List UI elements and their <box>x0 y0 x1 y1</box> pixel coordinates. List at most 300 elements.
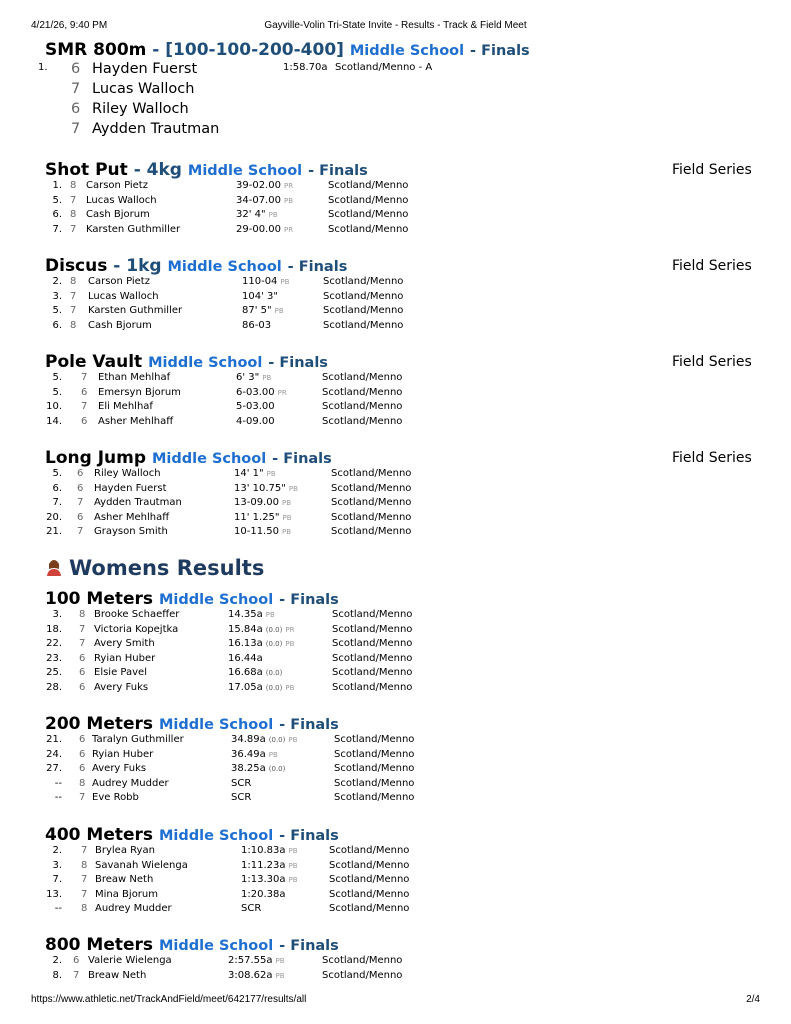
athlete-name[interactable]: Karsten Guthmiller <box>88 305 183 317</box>
athlete-name[interactable]: Lucas Walloch <box>86 194 157 206</box>
result-place: 18. <box>46 623 62 635</box>
pb-badge: PB <box>268 211 278 220</box>
athlete-name[interactable]: Ethan Mehlhaf <box>98 372 171 383</box>
result-grade: 8 <box>70 180 77 191</box>
result-place: 5. <box>52 305 62 317</box>
result-mark[interactable]: 29-00.00 <box>236 223 281 235</box>
event-title[interactable] <box>45 935 339 955</box>
result-row <box>0 497 791 511</box>
result-place: 6. <box>52 482 62 494</box>
team-name[interactable]: Scotland/Menno <box>329 903 410 915</box>
result-grade: 8 <box>70 276 77 287</box>
result-row <box>0 387 791 401</box>
pb-badge: PB <box>268 750 278 759</box>
wind-reading: (0.0) <box>268 736 286 744</box>
result-grade: 6 <box>77 511 84 523</box>
result-place: 25. <box>46 667 62 679</box>
team-name[interactable]: Scotland/Menno <box>332 652 413 664</box>
result-mark[interactable]: 15.84a <box>228 623 263 635</box>
result-row <box>0 970 791 984</box>
team-name[interactable]: Scotland/Menno <box>334 777 415 789</box>
result-mark[interactable]: 10-11.50 <box>234 526 279 538</box>
result-mark[interactable]: 6-03.00 <box>236 386 275 398</box>
result-grade: 8 <box>70 319 77 331</box>
team-name[interactable]: Scotland/Menno <box>323 290 404 302</box>
result-row <box>0 749 791 763</box>
event-title[interactable] <box>45 352 328 372</box>
team-name[interactable]: Scotland/Menno <box>323 305 404 317</box>
result-grade: 7 <box>81 845 88 856</box>
athlete-name[interactable]: Asher Mehlhaff <box>94 511 170 523</box>
wind-reading: (0.0) <box>265 669 283 678</box>
result-mark-group <box>231 749 278 760</box>
team-name[interactable]: Scotland/Menno <box>329 874 410 886</box>
event-name: Pole Vault <box>45 352 143 372</box>
result-mark-group <box>234 512 292 523</box>
result-place: 20. <box>46 511 62 523</box>
result-mark-group <box>236 372 271 383</box>
pb-badge: PB <box>275 971 285 980</box>
result-place: 28. <box>46 682 62 693</box>
result-grade: 6 <box>79 652 86 664</box>
team-name[interactable]: Scotland/Menno <box>334 734 415 745</box>
result-row <box>0 874 791 888</box>
result-grade: 6 <box>79 763 86 775</box>
athlete-name[interactable]: Breaw Neth <box>95 874 154 886</box>
result-grade: 6 <box>79 667 86 679</box>
result-grade: 7 <box>79 638 86 650</box>
result-place: 1. <box>52 180 62 191</box>
team-name[interactable]: Scotland/Menno <box>328 180 409 191</box>
result-place: 2. <box>52 276 62 287</box>
pb-badge: PB <box>262 374 272 382</box>
athlete-name[interactable]: Aydden Trautman <box>94 497 182 509</box>
result-row <box>0 372 791 386</box>
result-place: 21. <box>46 734 62 745</box>
result-place: 5. <box>52 194 62 206</box>
result-grade: 6 <box>73 955 80 966</box>
pb-badge: PB <box>285 640 295 649</box>
team-name[interactable]: Scotland/Menno <box>323 276 404 287</box>
athlete-name[interactable]: Ryian Huber <box>92 748 154 760</box>
athlete-name[interactable]: Brooke Schaeffer <box>94 609 180 620</box>
event-stage: - Finals <box>279 592 339 608</box>
result-mark-group <box>242 320 271 331</box>
team-name[interactable]: Scotland/Menno <box>331 497 412 509</box>
result-mark[interactable]: 34.89a <box>231 734 266 745</box>
athlete-name[interactable]: Savanah Wielenga <box>95 859 188 871</box>
result-grade: 7 <box>70 305 77 317</box>
result-mark-group <box>228 624 294 635</box>
result-mark[interactable]: 16.44a <box>228 652 263 664</box>
result-mark-group <box>231 778 251 789</box>
result-mark[interactable]: 3:08.62a <box>228 969 273 981</box>
result-grade: 6 <box>77 468 84 479</box>
result-grade: 8 <box>79 609 86 620</box>
result-grade: 8 <box>81 859 88 871</box>
athlete-name[interactable]: Eli Mehlhaf <box>98 401 153 413</box>
result-row <box>0 903 791 917</box>
result-mark[interactable]: 1:10.83a <box>241 845 286 856</box>
event-level: Middle School <box>158 938 274 954</box>
athlete-name[interactable]: Brylea Ryan <box>95 845 155 856</box>
event-name: Discus <box>45 256 108 276</box>
result-row <box>0 401 791 415</box>
print-page-title: Gayville-Volin Tri-State Invite - Results - Track & Field Meet <box>264 20 527 31</box>
result-row <box>0 667 791 681</box>
result-place: 3. <box>52 859 62 871</box>
athlete-name[interactable]: Emersyn Bjorum <box>98 386 181 398</box>
result-mark[interactable]: SCR <box>241 903 262 915</box>
athlete-name[interactable]: Ryian Huber <box>94 652 156 664</box>
relay-event-title[interactable] <box>45 40 530 60</box>
wind-reading: (0.0) <box>265 625 283 634</box>
athlete-name[interactable]: Grayson Smith <box>94 526 168 538</box>
pb-badge: PB <box>288 484 298 493</box>
result-mark[interactable]: 2:57.55a <box>228 955 273 966</box>
athlete-name[interactable]: Karsten Guthmiller <box>86 223 181 235</box>
result-grade: 7 <box>77 497 84 509</box>
athlete-name[interactable]: Cash Bjorum <box>86 209 150 221</box>
result-mark-group <box>228 609 275 620</box>
result-mark[interactable]: 16.13a <box>228 638 263 650</box>
event-name: 400 Meters <box>45 825 154 845</box>
result-place: 3. <box>52 290 62 302</box>
result-place: 5. <box>52 386 62 398</box>
result-mark-group <box>228 970 285 981</box>
wind-reading: (0.0) <box>268 765 286 774</box>
team-name[interactable]: Scotland/Menno <box>332 682 413 693</box>
result-mark-group <box>234 526 291 537</box>
athlete-name[interactable]: Asher Mehlhaff <box>98 415 174 427</box>
result-mark-group <box>236 224 293 235</box>
event-title[interactable] <box>45 589 339 609</box>
event-level: Middle School <box>187 163 303 179</box>
athlete-name[interactable]: Avery Fuks <box>94 682 149 693</box>
result-grade: 8 <box>79 777 86 789</box>
womens-results-heading <box>45 556 264 580</box>
result-grade: 8 <box>81 903 88 915</box>
team-name[interactable]: Scotland/Menno <box>322 415 403 427</box>
result-place: -- <box>54 792 62 804</box>
result-grade: 6 <box>79 682 86 693</box>
result-row <box>0 734 791 748</box>
relay-leg-name[interactable]: Lucas Walloch <box>92 81 195 97</box>
result-mark[interactable]: 34-07.00 <box>236 194 281 206</box>
athlete-name[interactable]: Audrey Mudder <box>92 777 169 789</box>
result-mark-group <box>241 889 286 900</box>
result-grade: 7 <box>70 290 77 302</box>
result-mark[interactable]: 17.05a <box>228 682 263 693</box>
team-name[interactable]: Scotland/Menno <box>328 223 409 235</box>
result-mark[interactable]: 11' 1.25" <box>234 511 280 523</box>
result-mark[interactable]: 87' 5" <box>242 305 272 317</box>
result-place: 5. <box>52 372 62 383</box>
result-mark[interactable]: 16.68a <box>228 667 263 679</box>
womens-results-title: Womens Results <box>69 556 265 580</box>
result-mark-group <box>242 305 284 316</box>
event-stage: - Finals <box>287 259 348 275</box>
event-title[interactable] <box>45 160 368 180</box>
team-name[interactable]: Scotland/Menno <box>331 468 412 479</box>
result-grade: 6 <box>77 482 84 494</box>
result-row <box>0 416 791 430</box>
team-name[interactable]: Scotland/Menno <box>322 386 403 398</box>
relay-time[interactable]: 1:58.70a <box>283 62 328 73</box>
team-name[interactable]: Scotland/Menno <box>334 792 415 804</box>
event-level: Middle School <box>167 259 282 275</box>
relay-event-detail: - [100-100-200-400] <box>152 40 344 60</box>
result-mark[interactable]: SCR <box>231 777 252 789</box>
result-grade: 7 <box>70 194 77 206</box>
result-row <box>0 526 791 540</box>
result-place: 5. <box>52 468 62 479</box>
result-mark[interactable]: 6' 3" <box>236 372 260 383</box>
event-name: 200 Meters <box>45 714 154 734</box>
result-mark[interactable]: 4-09.00 <box>236 415 275 427</box>
result-grade: 7 <box>81 372 88 383</box>
result-mark[interactable]: 14.35a <box>228 609 263 620</box>
athlete-name[interactable]: Breaw Neth <box>88 969 147 981</box>
team-name[interactable]: Scotland/Menno <box>322 955 403 966</box>
event-title[interactable] <box>45 256 347 276</box>
result-mark-group <box>236 401 275 412</box>
result-row <box>0 638 791 652</box>
team-name[interactable]: Scotland/Menno <box>329 888 410 900</box>
event-level: Middle School <box>151 451 267 467</box>
result-mark[interactable]: 36.49a <box>231 748 266 760</box>
result-grade: 7 <box>79 792 86 804</box>
relay-leg-name[interactable]: Riley Walloch <box>92 101 189 117</box>
result-mark[interactable]: 1:20.38a <box>241 888 286 900</box>
event-level: Middle School <box>148 355 263 371</box>
team-name[interactable]: Scotland/Menno <box>328 209 409 221</box>
female-athlete-icon <box>45 557 63 575</box>
relay-leg-name[interactable]: Aydden Trautman <box>92 121 220 137</box>
result-row <box>0 180 791 194</box>
wind-reading: (0.0) <box>265 684 283 692</box>
result-grade: 7 <box>81 874 88 886</box>
event-level: Middle School <box>158 828 274 844</box>
result-row <box>0 778 791 792</box>
relay-leg-grade: 7 <box>71 121 81 137</box>
result-mark[interactable]: SCR <box>231 792 252 804</box>
result-place: 6. <box>52 209 62 221</box>
event-stage: - Finals <box>308 163 368 179</box>
event-title[interactable] <box>45 714 339 734</box>
athlete-name[interactable]: Carson Pietz <box>88 276 150 287</box>
athlete-name[interactable]: Taralyn Guthmiller <box>92 734 184 745</box>
result-row <box>0 845 791 859</box>
result-grade: 8 <box>70 209 77 221</box>
field-series-label: Field Series <box>672 450 752 466</box>
result-grade: 7 <box>77 526 84 538</box>
result-mark[interactable]: 104' 3" <box>242 290 278 302</box>
relay-stage: - Finals <box>470 43 530 59</box>
relay-leg-grade: 6 <box>71 61 81 77</box>
result-place: 8. <box>52 969 62 981</box>
event-name: Long Jump <box>45 448 147 468</box>
athlete-name[interactable]: Elsie Pavel <box>94 667 147 679</box>
print-datetime: 4/21/26, 9:40 PM <box>31 20 108 31</box>
event-stage: - Finals <box>272 451 332 467</box>
athlete-name[interactable]: Victoria Kopejtka <box>94 623 179 635</box>
team-name[interactable]: Scotland/Menno <box>322 372 403 383</box>
result-grade: 6 <box>79 748 86 760</box>
pb-badge: PB <box>288 876 298 885</box>
result-mark[interactable]: 39-02.00 <box>236 180 281 191</box>
relay-leg-name[interactable]: Hayden Fuerst <box>92 61 198 77</box>
field-series-label: Field Series <box>672 162 752 178</box>
athlete-name[interactable]: Riley Walloch <box>94 468 161 479</box>
result-mark-group <box>228 955 285 966</box>
pb-badge: PB <box>280 278 290 286</box>
pb-badge: PB <box>288 861 298 870</box>
result-grade: 6 <box>79 734 86 745</box>
pb-badge: PB <box>281 499 291 508</box>
result-mark[interactable]: 14' 1" <box>234 468 264 479</box>
team-name[interactable]: Scotland/Menno <box>331 511 412 523</box>
result-grade: 6 <box>81 386 88 398</box>
result-mark-group <box>236 387 287 398</box>
event-name: 100 Meters <box>45 589 154 609</box>
result-grade: 7 <box>70 223 77 235</box>
team-name[interactable]: Scotland/Menno <box>329 859 410 871</box>
wind-reading: (0.0) <box>265 640 283 649</box>
team-name[interactable]: Scotland/Menno <box>332 623 413 635</box>
result-place: 6. <box>52 319 62 331</box>
pb-badge: PB <box>274 307 284 316</box>
athlete-name[interactable]: Avery Fuks <box>92 763 147 775</box>
result-mark-group <box>228 682 294 693</box>
event-stage: - Finals <box>279 717 339 733</box>
result-row <box>0 209 791 223</box>
result-place: -- <box>54 777 62 789</box>
result-mark-group <box>236 209 278 220</box>
relay-leg-grade: 7 <box>71 81 81 97</box>
team-name[interactable]: Scotland/Menno <box>334 748 415 760</box>
relay-place: 1. <box>38 62 48 73</box>
result-place: 7. <box>52 874 62 886</box>
relay-team[interactable]: Scotland/Menno - A <box>335 62 433 73</box>
athlete-name[interactable]: Mina Bjorum <box>95 888 158 900</box>
result-grade: 7 <box>81 888 88 900</box>
result-place: 3. <box>52 609 62 620</box>
event-title[interactable] <box>45 825 339 845</box>
result-place: 24. <box>46 748 62 760</box>
result-mark-group <box>234 497 291 508</box>
result-place: 14. <box>46 415 62 427</box>
result-mark[interactable]: 32' 4" <box>236 209 266 221</box>
result-mark-group <box>231 792 251 803</box>
result-mark-group <box>234 483 298 494</box>
team-name[interactable]: Scotland/Menno <box>331 482 412 494</box>
team-name[interactable]: Scotland/Menno <box>334 763 415 775</box>
athlete-name[interactable]: Eve Robb <box>92 792 139 804</box>
print-page-number: 2/4 <box>746 994 760 1005</box>
result-mark[interactable]: 110-04 <box>242 276 278 287</box>
result-row <box>0 512 791 526</box>
athlete-name[interactable]: Avery Smith <box>94 638 155 650</box>
result-place: 22. <box>46 638 62 650</box>
athlete-name[interactable]: Audrey Mudder <box>95 903 172 915</box>
result-mark-group <box>242 276 289 287</box>
result-mark-group <box>231 763 285 774</box>
result-row <box>0 889 791 903</box>
athlete-name[interactable]: Hayden Fuerst <box>94 482 167 494</box>
result-mark[interactable]: 13' 10.75" <box>234 482 286 494</box>
team-name[interactable]: Scotland/Menno <box>332 609 413 620</box>
event-detail: - 4kg <box>133 160 182 180</box>
result-row <box>0 276 791 290</box>
result-row <box>0 483 791 497</box>
result-row <box>0 682 791 696</box>
result-mark[interactable]: 1:11.23a <box>241 859 286 871</box>
relay-level: Middle School <box>349 43 465 59</box>
result-mark-group <box>236 180 293 191</box>
result-place: 10. <box>46 401 62 413</box>
athlete-name[interactable]: Lucas Walloch <box>88 290 159 302</box>
pb-badge: PR <box>285 625 295 634</box>
result-row <box>0 224 791 238</box>
team-name[interactable]: Scotland/Menno <box>331 526 412 538</box>
team-name[interactable]: Scotland/Menno <box>332 667 413 679</box>
pb-badge: PB <box>265 611 275 619</box>
result-row <box>0 792 791 806</box>
event-title[interactable] <box>45 448 332 468</box>
print-url: https://www.athletic.net/TrackAndField/meet/642177/results/all <box>31 994 307 1005</box>
result-mark[interactable]: 86-03 <box>242 319 272 331</box>
result-grade: 7 <box>79 623 86 635</box>
result-row <box>0 624 791 638</box>
pb-badge: PB <box>266 470 276 478</box>
result-mark-group <box>228 653 263 664</box>
result-mark[interactable]: 38.25a <box>231 763 266 775</box>
team-name[interactable]: Scotland/Menno <box>332 638 413 650</box>
result-place: 2. <box>52 955 62 966</box>
team-name[interactable]: Scotland/Menno <box>329 845 410 856</box>
pb-badge: PB <box>283 196 293 205</box>
team-name[interactable]: Scotland/Menno <box>323 319 404 331</box>
result-mark[interactable]: 13-09.00 <box>234 497 279 509</box>
team-name[interactable]: Scotland/Menno <box>322 401 403 413</box>
athlete-name[interactable]: Carson Pietz <box>86 180 148 191</box>
team-name[interactable]: Scotland/Menno <box>328 194 409 206</box>
athlete-name[interactable]: Valerie Wielenga <box>88 955 172 966</box>
team-name[interactable]: Scotland/Menno <box>322 969 403 981</box>
result-mark-group <box>241 874 298 885</box>
result-place: 7. <box>52 497 62 509</box>
result-row <box>0 860 791 874</box>
pb-badge: PB <box>282 513 292 522</box>
event-name: Shot Put <box>45 160 128 180</box>
result-mark-group <box>228 638 294 649</box>
pb-badge: PR <box>283 182 294 190</box>
result-place: 23. <box>46 652 62 664</box>
pb-badge: PB <box>275 957 285 965</box>
pb-badge: PR <box>277 388 287 397</box>
result-mark-group <box>241 860 298 871</box>
result-place: 21. <box>46 526 62 538</box>
result-mark[interactable]: 5-03.00 <box>236 401 275 413</box>
result-row <box>0 653 791 667</box>
event-level: Middle School <box>158 592 274 608</box>
relay-event-name: SMR 800m <box>45 40 147 60</box>
result-grade: 7 <box>81 401 88 413</box>
pb-badge: PR <box>283 225 294 234</box>
result-mark[interactable]: 1:13.30a <box>241 874 286 886</box>
athlete-name[interactable]: Cash Bjorum <box>88 319 152 331</box>
